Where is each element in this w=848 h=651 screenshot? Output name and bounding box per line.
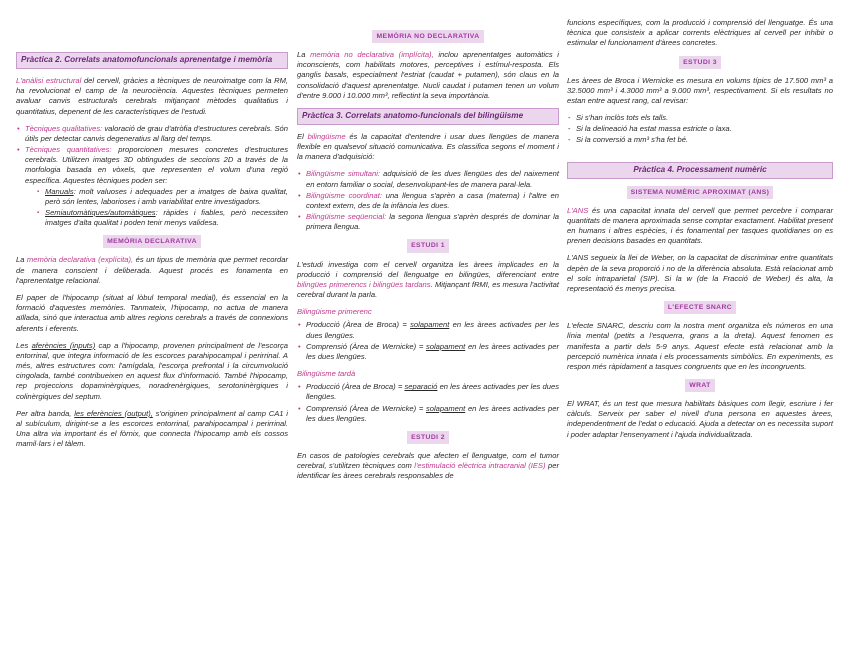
list-item: - Si la conversió a mm³ s'ha fet bé.	[576, 135, 833, 145]
heading-ans: SISTEMA NUMÈRIC APROXIMAT (ANS)	[627, 186, 774, 199]
study2-paragraph: En casos de patologies cerebrals que afecten el llenguatge, com el tumor cerebral, s'utilitzen tècniques com l'estimulació elèctrica intracranial (IES) per identificar les àrees cerebrals responsables de	[297, 451, 559, 481]
list-item: • Producció (Àrea de Broca) = solapament en les àrees activades per les dues llengües.	[306, 320, 559, 340]
list-item: • Tècniques quantitatives: proporcionen mesures concretes d'estructures cerebrals. Utilitzen imatges 3D obtingudes de seccions 2D a través de la morfologia basada en vòxels, que representen el volum d'una regió específica. Aquestes tècniques poden ser: ▪ Manuals: molt valuoses i adequades per a imatges de baixa qualitat, però són lentes, laborioses i amb variabilitat entre investigadors. ▪ Semiautomàtiques/automàtiques: ràpides i fiables, però necessiten imatges d'alta qualitat i poden tenir menys validesa.	[25, 145, 288, 228]
bilingualism-types-list	[297, 169, 559, 232]
techniques-list	[16, 124, 288, 229]
weber-paragraph: L'ANS segueix la llei de Weber, on la capacitat de discriminar entre quantitats depèn de la seva proporció i no de la diferència absoluta. Està relacionat amb el solc intraparietal (SIP). Si la w (de la Fracció de Weber) és alta, la representació és menys precisa.	[567, 253, 833, 293]
heading-snarc: L'EFECTE SNARC	[664, 301, 736, 314]
early-bilingual-label: Bilingüisme primerenc	[297, 307, 372, 317]
column-3	[567, 18, 833, 617]
heading-estudi-2: ESTUDI 2	[407, 431, 449, 444]
afferents-paragraph: Les aferències (inputs) cap a l'hipocamp, provenen principalment de l'escorça entorrinal, que integra informació de les escorces parahipocampal i perirrinal. A més, altres estructures com: l'amígdala, l'escorça prefrontal i la circumvolució cingolada, també contribueixen en aquest flux d'informació. També l'hipocamp, rep projeccions dopaminèrgiques, noradrenèrgiques, serotoninèrgiques i colinèrgiques del septum.	[16, 340, 289, 401]
snarc-paragraph: L'efecte SNARC, descriu com la nostra ment organitza els números en una línia mental (petits a l'esquerra, grans a la dreta). Aquest fenomen es manifesta a partir dels 5-9 anys. Aquest efecte està relacionat amb la percepció numèrica innata i els processaments simbòlics. En experiments, es respon més ràpidament a tasques congruents que en les incongruents.	[567, 321, 833, 371]
column-2	[297, 30, 559, 629]
list-item: - Si la delineació ha estat massa estricte o laxa.	[576, 124, 833, 134]
declarative-paragraph: La memòria declarativa (explícita), és un tipus de memòria que permet recordar de manera conscient i deliberada. Aquest procés es fonamenta en l'aprenentatge relacional.	[16, 255, 288, 285]
heading-memoria-no-declarativa: MEMÒRIA NO DECLARATIVA	[372, 30, 483, 43]
heading-wrat: WRAT	[685, 379, 714, 392]
list-item: ▪ Manuals: molt valuoses i adequades per a imatges de baixa qualitat, però són lentes, laborioses i amb variabilitat entre investigadors.	[45, 187, 288, 207]
intro-paragraph: L'anàlisi estructural del cervell, gràcies a tècniques de neuroimatge com la RM, ha revolucionat el camp de la neurociència. Aquestes tècniques permeten avaluar canvis estructurals cerebrals mitjançant mètodes qualitatius i quantitatius, depenent de les característiques de l'estudi.	[16, 75, 288, 116]
column-1	[16, 52, 288, 651]
list-item: • Bilingüisme coordinat: una llengua s'aprèn a casa (materna) i l'altre en context extern, des de la infància les dues.	[306, 191, 559, 211]
heading-estudi-3: ESTUDI 3	[679, 56, 721, 69]
heading-memoria-declarativa: MEMÒRIA DECLARATIVA	[103, 235, 201, 248]
list-item: • Producció (Àrea de Broca) = separació en les àrees activades per les dues llengües.	[306, 382, 559, 402]
list-item: • Comprensió (Àrea de Wernicke) = solapament en les àrees activades per les dues llengües.	[306, 404, 559, 424]
nondeclarative-paragraph: La memòria no declarativa (implícita), inclou aprenentatges automàtics i inconscients, com habilitats motores, perceptives i estímul-resposta. Els ganglis basals, especialment l'estriat (caudat + putamen), són claus en la consolidació d'aquest aprenentatge. Nucli caudat i putamen tenen un volum d'entre 9.000 i 10.000 mm³, reflectint la seva importància.	[297, 50, 559, 100]
technique-types-list	[25, 187, 288, 229]
section-title-practica-3: Pràctica 3. Correlats anatomo-funcionals del bilingüisme	[297, 108, 559, 125]
hippocampus-paragraph: El paper de l'hipocamp (situat al lòbul temporal medial), és essencial en la formació d'aquestes memòries. Tanmateix, l'hipocamp, no actua de manera aïllada, sinó que interactua amb altres regions cerebrals a través de connexions aferents i eferents.	[16, 293, 288, 333]
checklist	[567, 113, 833, 146]
section-title-practica-2: Pràctica 2. Correlats anatomofuncionals aprenentatge i memòria	[16, 52, 288, 69]
list-item: • Tècniques qualitatives: valoració de grau d'atròfia d'estructures cerebrals. Són útils per detectar canvis degeneratius al llarg del temps.	[25, 124, 288, 144]
bilingualism-paragraph: El bilingüisme és la capacitat d'entendre i usar dues llengües de manera flexible en qualsevol situació comunicativa. Es classifica segons el moment i la manera d'adquisició:	[297, 131, 559, 162]
heading-estudi-1: ESTUDI 1	[407, 239, 449, 252]
study2-continuation: funcions específiques, com la producció i comprensió del llenguatge. És una tècnica que consisteix a aplicar corrents elèctriques al cervell per inhibir o estimular el funcionament d'àrees concretes.	[567, 18, 833, 48]
study3-paragraph: Les àrees de Broca i Wernicke es mesura en volums típics de 17.500 mm³ a 32.5000 mm³ i 4.3000 mm³ a 9.000 mm³, respectivament. Si els resultats no estan entre aquest rang, cal revisar:	[567, 75, 833, 105]
efferents-paragraph: Per altra banda, les eferències (output), s'originen principalment al camp CA1 i al subículum, dirigint-se a les escorces entorrinal, parahipocampal i perirrinal. Una altra via important és el fòrnix, que connecta l'hipocamp amb els cossos mamil·lars i el tàlem.	[16, 408, 288, 449]
early-bilingual-list	[297, 320, 559, 362]
list-item: • Bilingüisme seqüencial: la segona llengua s'aprèn després de dominar la primera llengua.	[306, 212, 559, 232]
section-title-practica-4: Pràctica 4. Processament numèric	[567, 162, 833, 179]
list-item: - Si s'han inclòs tots els talls.	[576, 113, 833, 123]
wrat-paragraph: El WRAT, és un test que mesura habilitats bàsiques com llegir, escriure i fer càlculs. Serveix per saber el nivell d'una persona en aquestes àrees, independentment de l'edat o educació. Ajuda a detectar on es necessita suport i poder adaptar l'ensenyament i l'ajuda individualitzada.	[567, 399, 833, 439]
ans-paragraph: L'ANS és una capacitat innata del cervell que permet percebre i comparar quantitats de manera aproximada sense comptar exactament. Habilitat present en humans i altres espècies, i és fonamental per tasques quotidianes on es prenen decisions basades en quantitats.	[567, 205, 833, 246]
late-bilingual-list	[297, 382, 559, 424]
list-item: • Comprensió (Àrea de Wernicke) = solapament en les àrees activades per les dues llengües.	[306, 342, 559, 362]
study1-paragraph: L'estudi investiga com el cervell organitza les àrees implicades en la producció i comprensió del llenguatge en bilingües, diferenciant entre bilingües primerencs i bilingües tardans. Mitjançant fRMI, es mesura l'activitat cerebral durant la parla.	[297, 259, 559, 300]
list-item: ▪ Semiautomàtiques/automàtiques: ràpides i fiables, però necessiten imatges d'alta qualitat i poden tenir menys validesa.	[45, 208, 288, 228]
late-bilingual-label: Bilingüisme tardà	[297, 369, 356, 379]
list-item: • Bilingüisme simultani: adquisició de les dues llengües des del naixement en entorn familiar o social, desenvolupant-les de manera paral·lela.	[306, 169, 559, 189]
